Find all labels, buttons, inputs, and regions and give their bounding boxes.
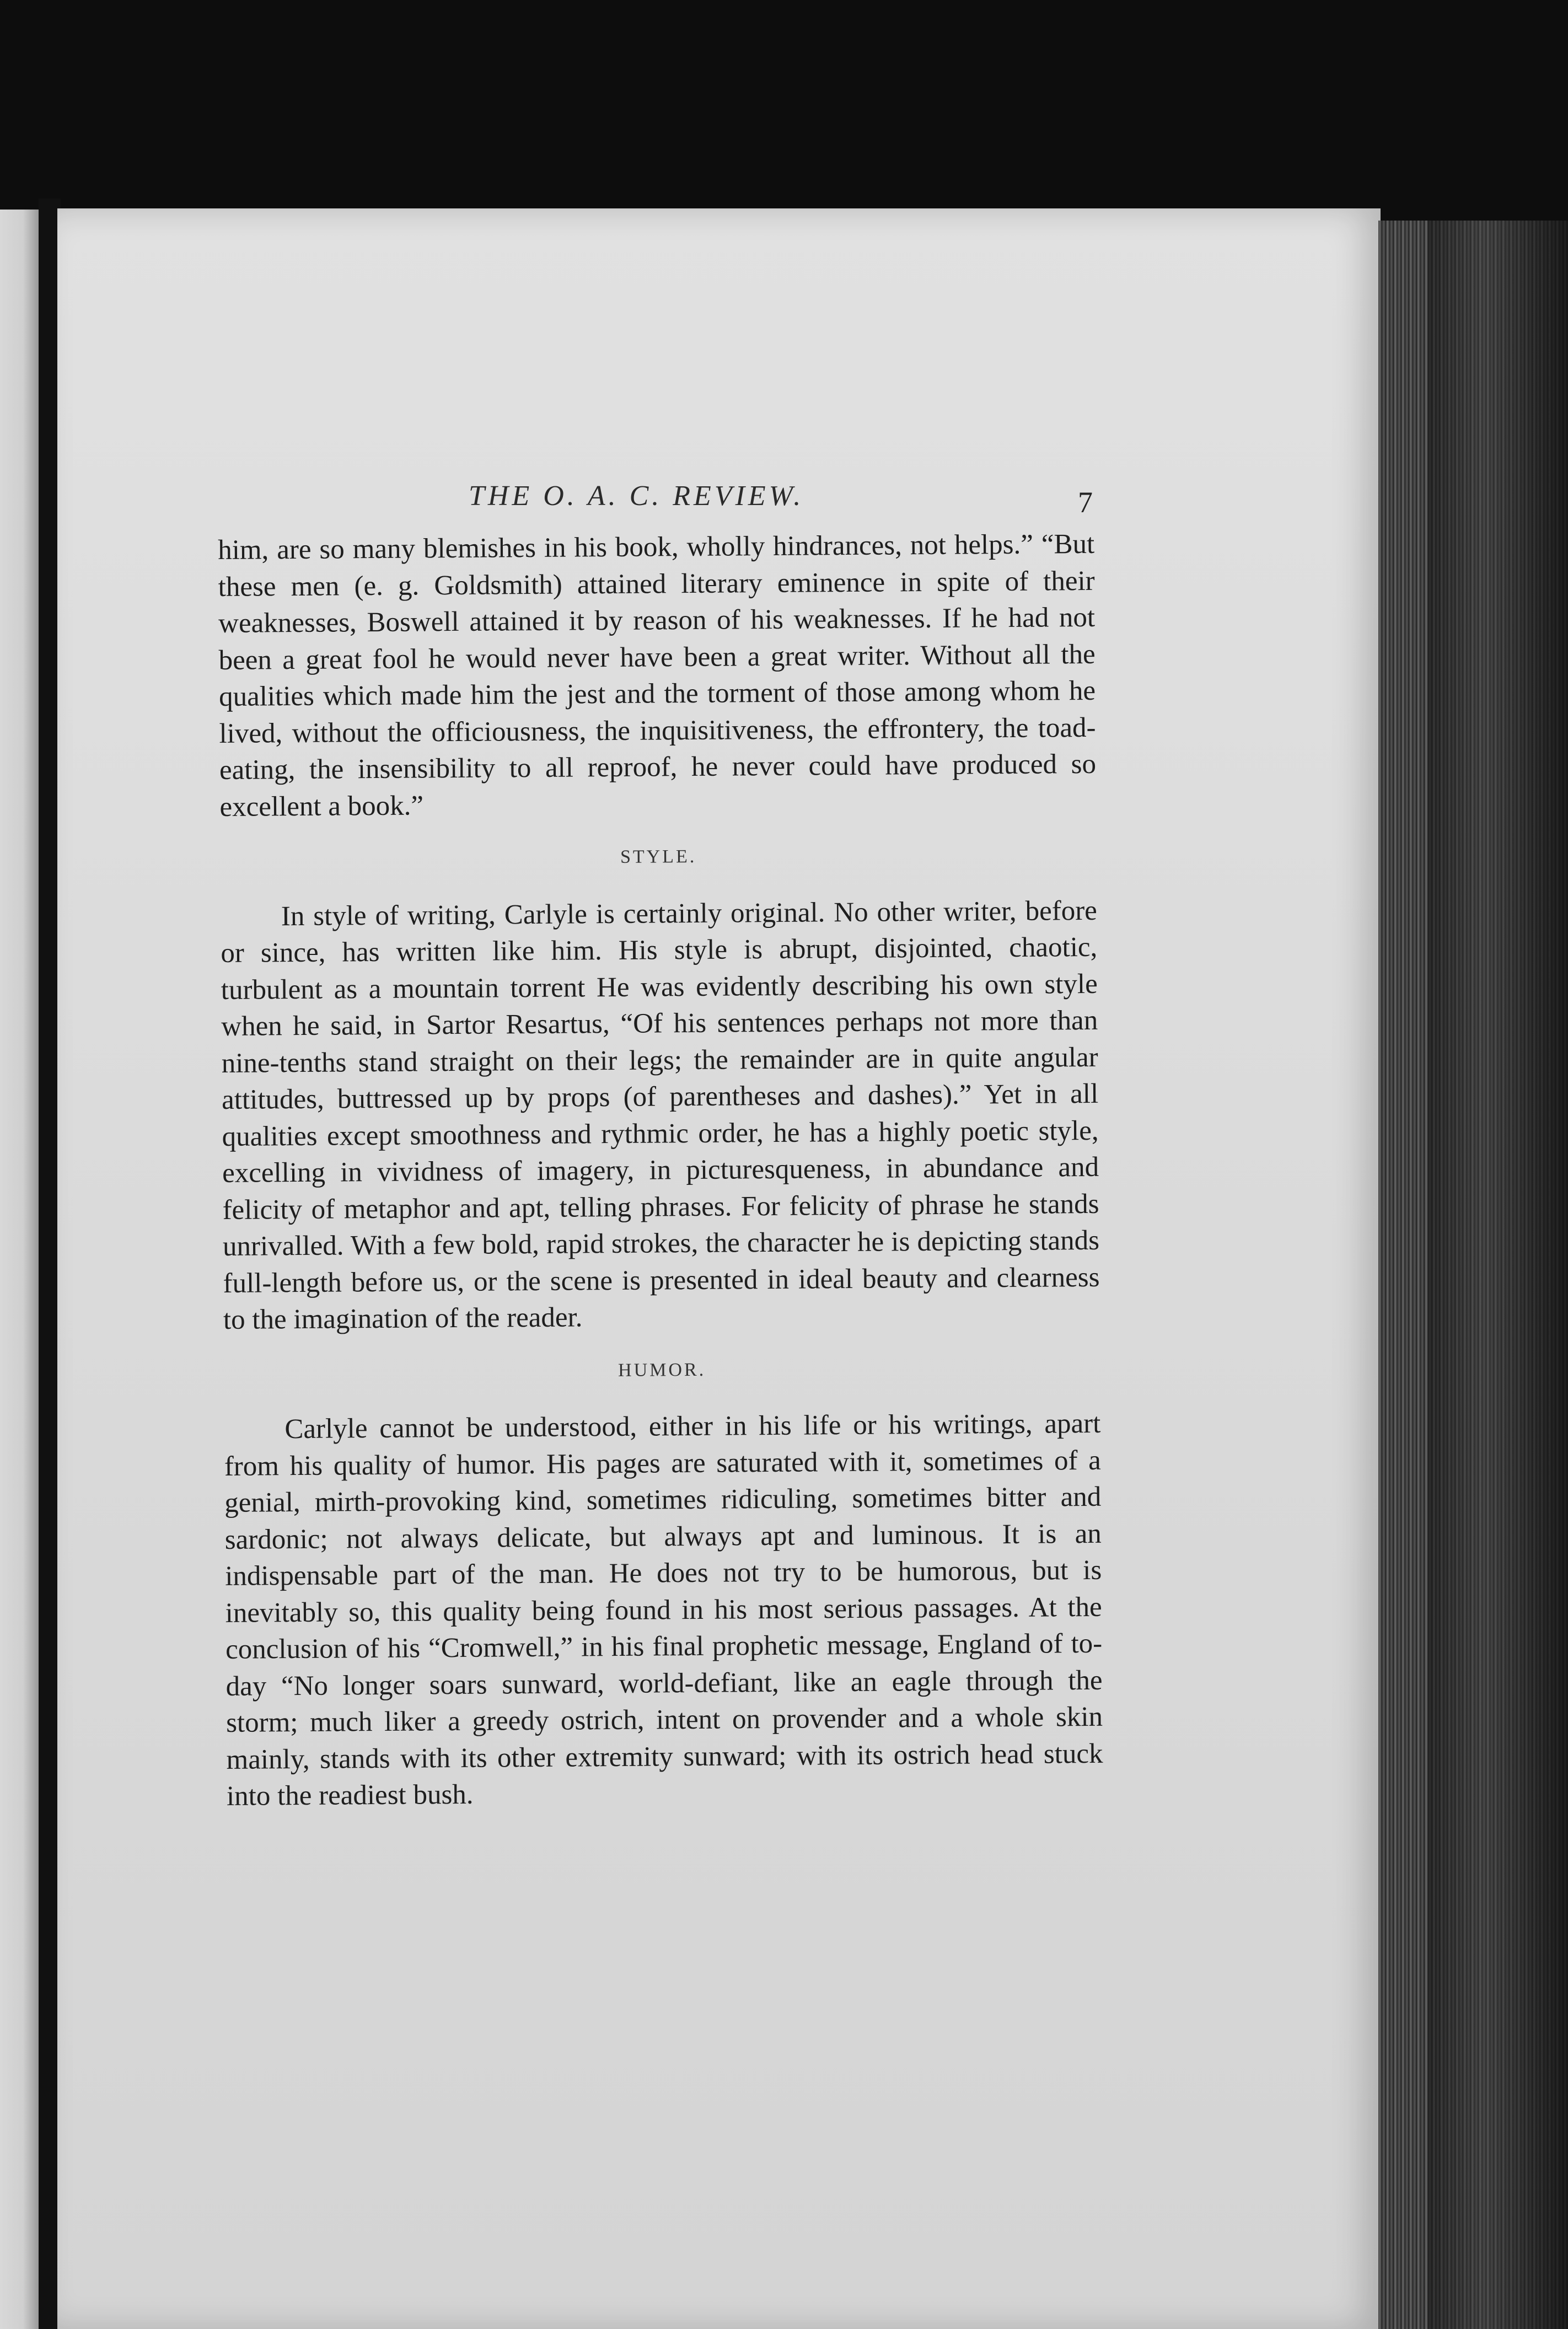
facing-page-edge: [0, 210, 39, 2329]
running-head: THE O. A. C. REVIEW.: [469, 480, 804, 512]
page-number: 7: [1078, 486, 1093, 519]
intro-paragraph: him, are so many blemishes in his book, wholly hindrances, not helps.” “But these men (e. g. Goldsmith) attained literary eminence in spite of their weaknesses, Boswell attained it by reason of his weaknesses. If he had not been a great fool he would never have been a great writer. Without all the qualities which made him the jest and the torment of those among whom he lived, without the officiousness, the inquisitiveness, the effrontery, the toad-eating, the insensibility to all reproof, he never could have produced so excellent a book.”: [218, 528, 1097, 823]
humor-heading: HUMOR.: [617, 1359, 706, 1381]
article-body: [218, 526, 1103, 1815]
book-page-edges: [1378, 221, 1568, 2329]
style-paragraph: In style of writing, Carlyle is certainly original. No other writer, before or since, has written like him. His style is abrupt, disjointed, chaotic, turbulent as a mountain torrent He was evidently describing his own style when he said, in Sartor Resartus, “Of his sentences perhaps not more than nine-tenths stand straight on their legs; the remainder are in quite angular attitudes, buttressed up by props (of parentheses and dashes).” Yet in all qualities except smoothness and rythmic order, he has a highly poetic style, excelling in vividness of imagery, in picturesqueness, in abundance and felicity of metaphor and apt, telling phrases. For felicity of phrase he stands unrivalled. With a few bold, rapid strokes, the character he is depicting stands full-length before us, or the scene is presented in ideal beauty and clearness to the imagination of the reader.: [221, 895, 1100, 1335]
humor-paragraph: Carlyle cannot be understood, either in his life or his writings, apart from his quality of humor. His pages are saturated with it, sometimes of a genial, mirth-provoking kind, sometimes ridiculing, sometimes bitter and sardonic; not always delicate, but always apt and luminous. It is an indispensable part of the man. He does not try to be humorous, but is inevitably so, this quality being found in his most serious passages. At the conclusion of his “Cromwell,” in his final prophetic message, England of to-day “No longer soars sunward, world-defiant, like an eagle through the storm; much liker a greedy ostrich, intent on provender and a whole skin mainly, stands with its other extremity sunward; with its ostrich head stuck into the readiest bush.: [224, 1408, 1103, 1812]
style-heading: STYLE.: [620, 846, 697, 867]
